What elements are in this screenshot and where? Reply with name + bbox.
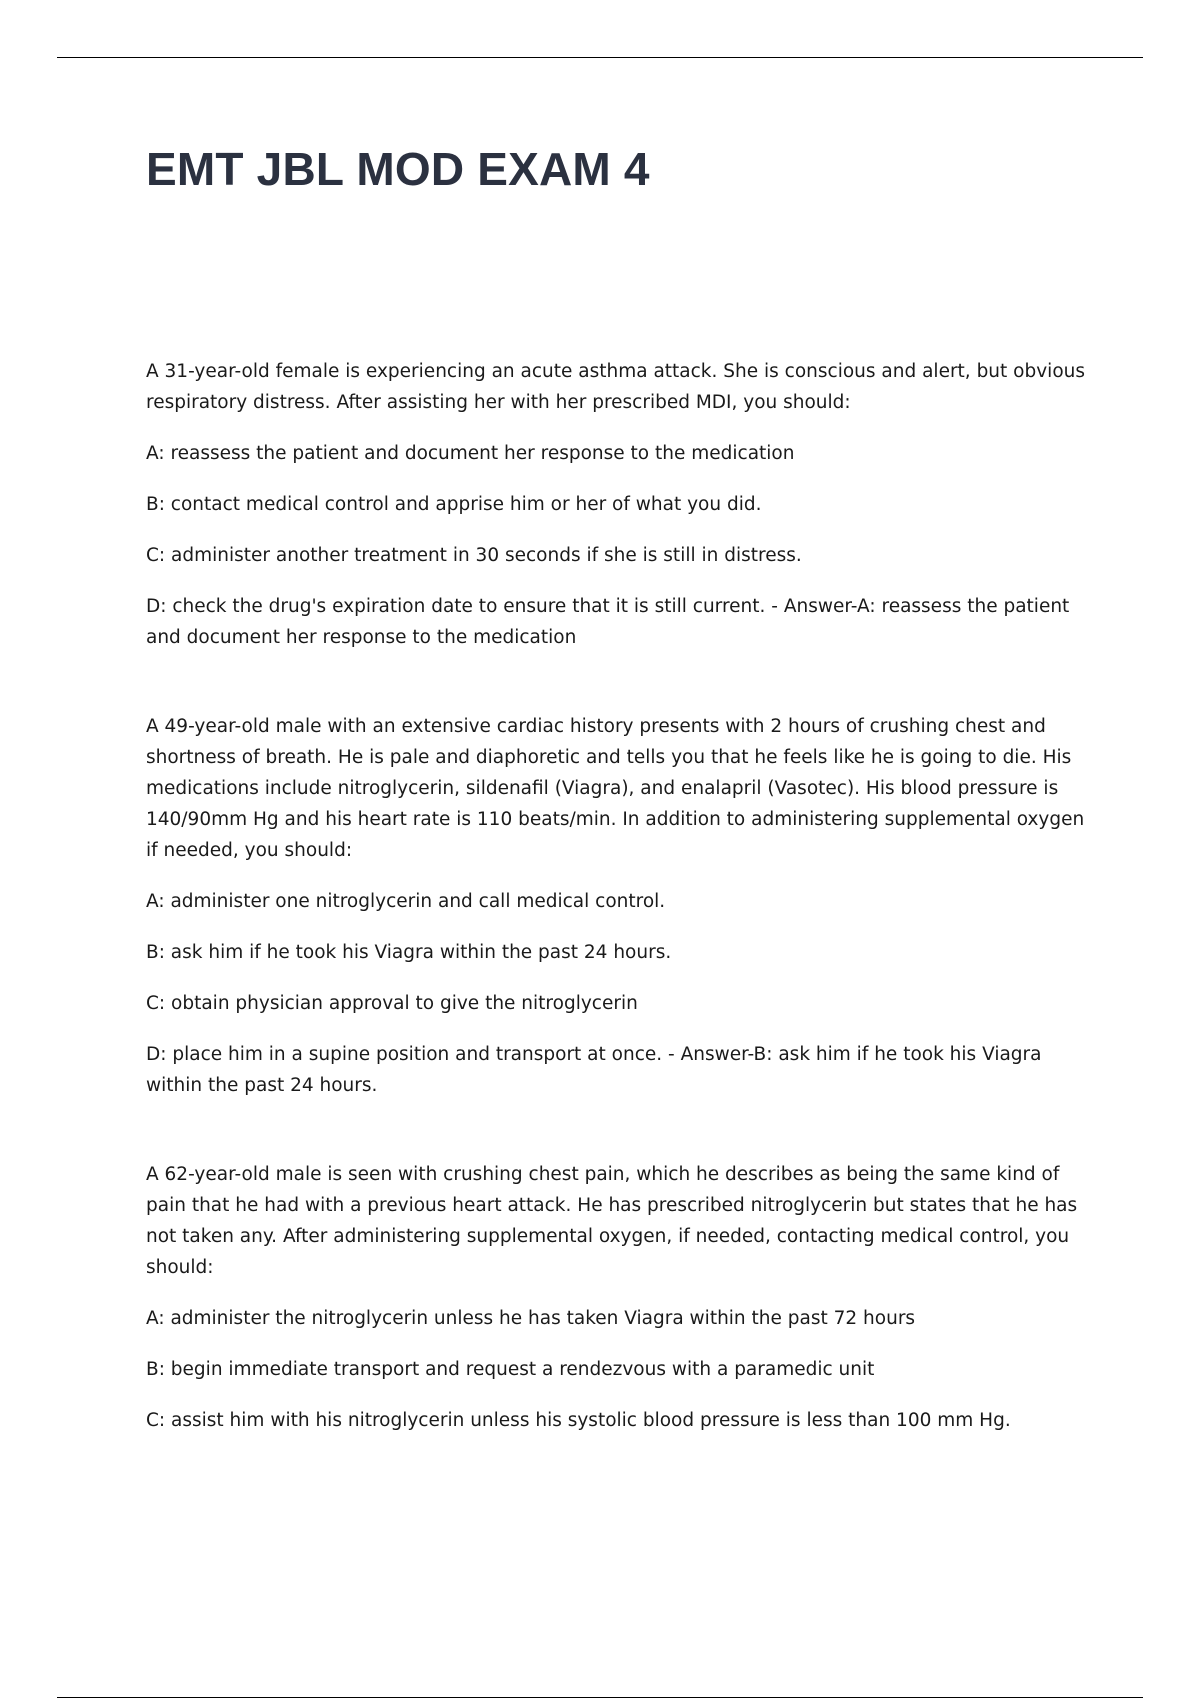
top-divider (57, 57, 1143, 58)
answer-option-d: D: check the drug's expiration date to ensure that it is still current. - Answer-A: reassess the patient and document her response to the medication (146, 596, 1070, 648)
question-list (146, 356, 1096, 1436)
question-stem: A 62-year-old male is seen with crushing chest pain, which he describes as being the same kind of pain that he had with a previous heart attack. He has prescribed nitroglycerin but states that he has not taken any. After administering supplemental oxygen, if needed, contacting medical control, you should: (146, 1164, 1078, 1278)
answer-option-a: A: reassess the patient and document her response to the medication (146, 443, 795, 464)
bottom-divider (57, 1697, 1143, 1698)
answer-option-d: D: place him in a supine position and transport at once. - Answer-B: ask him if he took his Viagra within the past 24 hours. (146, 1044, 1042, 1096)
question-block-1 (146, 356, 1096, 653)
answer-option-b: B: ask him if he took his Viagra within the past 24 hours. (146, 942, 672, 963)
answer-option-c: C: obtain physician approval to give the nitroglycerin (146, 993, 638, 1014)
answer-option-a: A: administer one nitroglycerin and call medical control. (146, 891, 666, 912)
question-block-3 (146, 1159, 1096, 1436)
answer-option-b: B: contact medical control and apprise him or her of what you did. (146, 494, 762, 515)
answer-option-a: A: administer the nitroglycerin unless he has taken Viagra within the past 72 hours (146, 1308, 916, 1329)
answer-option-c: C: administer another treatment in 30 seconds if she is still in distress. (146, 545, 802, 566)
answer-option-c: C: assist him with his nitroglycerin unless his systolic blood pressure is less than 100 mm Hg. (146, 1410, 1011, 1431)
page-title: EMT JBL MOD EXAM 4 (146, 143, 650, 195)
question-stem: A 31-year-old female is experiencing an acute asthma attack. She is conscious and alert, but obvious respiratory distress. After assisting her with her prescribed MDI, you should: (146, 361, 1086, 413)
question-stem: A 49-year-old male with an extensive cardiac history presents with 2 hours of crushing chest and shortness of breath. He is pale and diaphoretic and tells you that he feels like he is going to die. His medications include nitroglycerin, sildenafil (Viagra), and enalapril (Vasotec). His blood pressure is 140/90mm Hg and his heart rate is 110 beats/min. In addition to administering supplemental oxygen if needed, you should: (146, 716, 1085, 861)
answer-option-b: B: begin immediate transport and request a rendezvous with a paramedic unit (146, 1359, 875, 1380)
question-block-2 (146, 711, 1096, 1101)
